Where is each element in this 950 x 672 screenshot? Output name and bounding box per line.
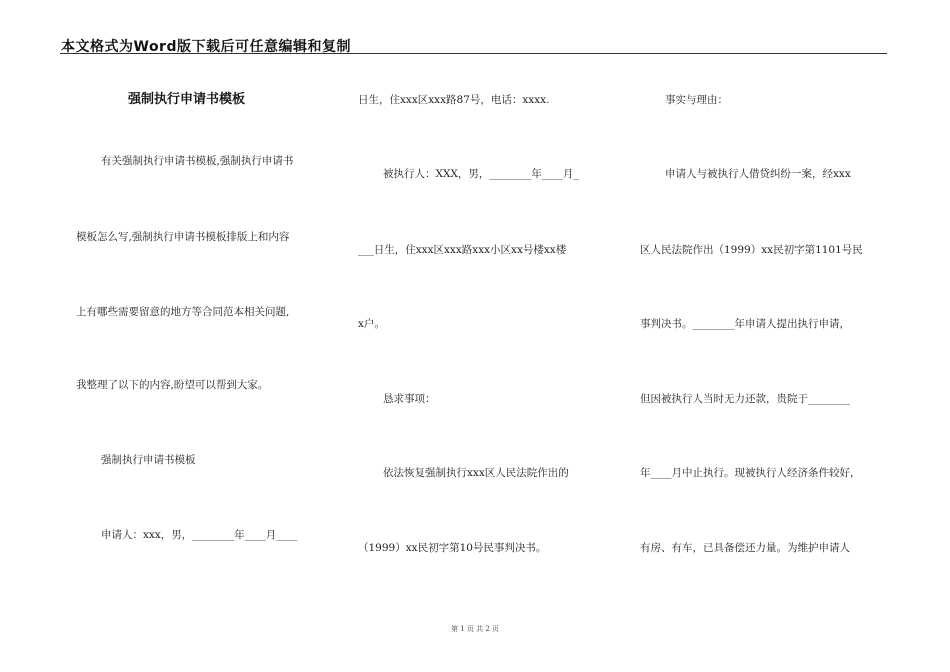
paragraph-line: 申请人：xxx，男，________年____月____ <box>101 529 298 541</box>
paragraph-line: 上有哪些需要留意的地方等合同范本相关问题, <box>76 306 290 318</box>
header-divider <box>60 53 887 54</box>
paragraph-line: 但因被执行人当时无力还款，贵院于________ <box>640 393 850 405</box>
section-heading: 事实与理由： <box>665 94 728 106</box>
paragraph-line: 被执行人：XXX，男，________年____月_ <box>383 168 579 180</box>
paragraph-line: 事判决书。________年申请人提出执行申请， <box>640 318 850 330</box>
paragraph-line: 年____月中止执行。现被执行人经济条件较好， <box>640 467 861 479</box>
section-heading: 强制执行申请书模板 <box>101 454 196 466</box>
paragraph-line: （1999）xx民初字第10号民事判决书。 <box>358 542 547 554</box>
paragraph-line: ___日生，住xxx区xxx路xxx小区xx号楼xx楼 <box>358 244 567 256</box>
paragraph-line: 日生，住xxx区xxx路87号，电话：xxxx. <box>358 94 550 106</box>
paragraph-line: 有房、有车，已具备偿还力量。为维护申请人 <box>640 542 850 554</box>
paragraph-line: 区人民法院作出（1999）xx民初字第1101号民 <box>640 244 863 256</box>
paragraph-line: 申请人与被执行人借贷纠纷一案，经xxx <box>665 168 851 180</box>
paragraph-line: 有关强制执行申请书模板,强制执行申请书 <box>101 155 294 167</box>
document-title: 强制执行申请书模板 <box>128 92 246 107</box>
document-header-title: 本文格式为Word版下载后可任意编辑和复制 <box>61 39 351 55</box>
paragraph-line: x户。 <box>358 318 385 330</box>
section-heading: 恳求事项： <box>383 393 436 405</box>
paragraph-line: 依法恢复强制执行xxx区人民法院作出的 <box>383 467 569 479</box>
paragraph-line: 我整理了以下的内容,盼望可以帮到大家。 <box>76 379 269 391</box>
paragraph-line: 模板怎么写,强制执行申请书模板排版上和内容 <box>76 231 290 243</box>
page-number-footer: 第 1 页 共 2 页 <box>450 625 500 633</box>
